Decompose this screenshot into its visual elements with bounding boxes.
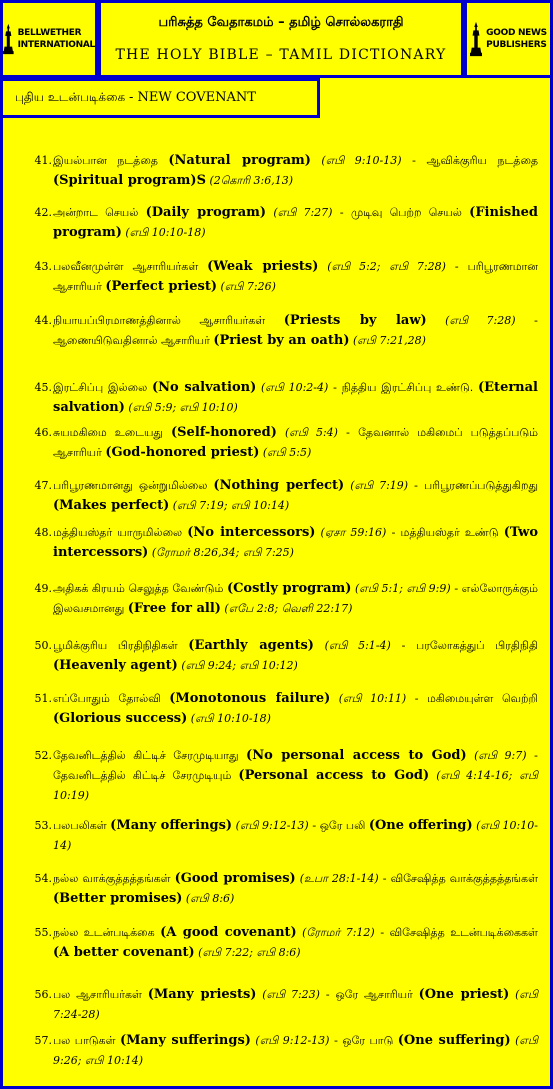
tamil-term: - ஒரே பலி: [308, 819, 369, 832]
scripture-reference: (எபி 7:21,28): [349, 334, 426, 347]
scripture-reference: (எபே 2:8; வெளி 22:17): [220, 602, 353, 615]
english-term: (Good promises): [174, 871, 296, 886]
logo-left-line1: BELLWETHER: [17, 28, 82, 38]
entry-number: 45.: [34, 381, 52, 394]
entry-number: 50.: [34, 639, 52, 652]
english-term: (Daily program): [145, 205, 267, 220]
entry-number: 57.: [34, 1034, 52, 1047]
logo-right-line1: GOOD NEWS: [486, 28, 547, 38]
scripture-reference: (எபி 7:26): [216, 280, 276, 293]
scripture-reference: (எபி 9:24; எபி 10:12): [177, 659, 298, 672]
title-tamil: பரிசுத்த வேதாகமம் – தமிழ் சொல்லகராதி: [158, 15, 404, 30]
entry-text: [53, 476, 538, 516]
tamil-term: இரட்சிப்பு இல்லை: [53, 381, 152, 394]
entry-number: 42.: [34, 206, 52, 219]
english-term: (Many priests): [147, 987, 257, 1002]
entry-text: [53, 636, 538, 676]
entry-number: 53.: [34, 819, 52, 832]
english-term: (Eternal salvation): [53, 380, 538, 415]
scripture-reference: (எபி 7:19; எபி 10:14): [169, 499, 290, 512]
scripture-reference: (எபி 7:22; எபி 8:6): [194, 946, 301, 959]
lamp-icon: [470, 19, 482, 59]
scripture-reference: (உபா 28:1-14): [295, 872, 379, 885]
english-term: (No intercessors): [187, 525, 316, 540]
tamil-term: - பரலோகத்துப் பிரதிநிதி: [390, 639, 538, 652]
entry-number: 54.: [34, 872, 52, 885]
entry-text: [53, 689, 538, 729]
tamil-term: அதிகக் கிரயம் செலுத்த வேண்டும்: [53, 582, 227, 595]
entry-number: 51.: [34, 692, 52, 705]
tamil-term: நல்ல வாக்குத்தத்தங்கள்: [53, 872, 175, 885]
scripture-reference: (எபி 7:23): [256, 988, 320, 1001]
english-term: (Finished program): [53, 205, 539, 240]
entry-text: [53, 579, 538, 619]
tamil-term: - நித்திய இரட்சிப்பு உண்டு.: [328, 381, 478, 394]
bellwether-logo: [0, 0, 98, 78]
english-term: (Makes perfect): [53, 498, 170, 513]
english-term: (A good covenant): [160, 925, 297, 940]
entry-text: [53, 816, 538, 856]
entry-text: [53, 378, 538, 418]
entry-number: 52.: [34, 749, 52, 762]
tamil-term: அன்றாட செயல்: [53, 206, 146, 219]
tamil-term: பரிபூரணமானது ஒன்றுமில்லை: [53, 479, 214, 492]
entry-number: 44.: [34, 314, 52, 327]
entry-number: 48.: [34, 526, 52, 539]
english-term: (Self-honored): [171, 425, 277, 440]
entry-text: [53, 869, 538, 909]
tamil-term: - தேவனிடத்தில் கிட்டிச் சேரமுடியும்: [53, 749, 538, 782]
scripture-reference: (எபி 9:26; எபி 10:14): [53, 1034, 539, 1067]
scripture-reference: (எபி 9:12-13): [232, 819, 309, 832]
english-term: (No salvation): [151, 380, 257, 395]
scripture-reference: (ரோமர் 7:12): [296, 926, 375, 939]
tamil-term: நல்ல உடன்படிக்கை: [53, 926, 161, 939]
english-term: (A better covenant): [53, 945, 195, 960]
english-term: (Personal access to God): [238, 768, 430, 783]
english-term: (Weak priests): [207, 259, 319, 274]
english-term: (Better promises): [53, 891, 183, 906]
scripture-reference: (எபி 10:11): [330, 692, 407, 705]
tamil-term: நியாயப்பிரமாணத்தினால் ஆசாரியர்கள்: [53, 314, 284, 327]
scripture-reference: (எபி 10:10-18): [121, 226, 206, 239]
tamil-term: - ஆவிக்குரிய நடத்தை: [401, 154, 539, 167]
scripture-reference: (எபி 4:14-16; எபி 10:19): [53, 769, 538, 802]
english-term: (Monotonous failure): [169, 691, 331, 706]
tamil-term: பலவீனமுள்ள ஆசாரியர்கள்: [53, 260, 208, 273]
section-title-tamil: புதிய உடன்படிக்கை: [15, 90, 126, 104]
english-term: (One suffering): [397, 1033, 511, 1048]
tamil-term: - விசேஷித்த உடன்படிக்கைகள்: [374, 926, 538, 939]
english-term: (Priests by law): [283, 313, 427, 328]
section-title-english: - NEW COVENANT: [128, 90, 256, 105]
english-term: (Costly program): [226, 581, 352, 596]
entry-number: 47.: [34, 479, 52, 492]
english-term: (Perfect priest): [105, 279, 217, 294]
entry-number: 43.: [34, 260, 52, 273]
scripture-reference: (எபி 7:28): [426, 314, 516, 327]
scripture-reference: (ஏசா 59:16): [315, 526, 387, 539]
english-term: (One offering): [368, 818, 473, 833]
tamil-term: பலபலிகள்: [53, 819, 111, 832]
scripture-reference: (எபி 7:19): [344, 479, 409, 492]
tamil-term: - முடிவு பெற்ற செயல்: [332, 206, 470, 219]
english-term: (One priest): [418, 987, 510, 1002]
entry-number: 56.: [34, 988, 52, 1001]
english-term: (Two intercessors): [53, 525, 538, 560]
english-term: (No personal access to God): [246, 748, 467, 763]
tamil-term: பல பாடுகள்: [53, 1034, 120, 1047]
tamil-term: - ஒரே பாடு: [329, 1034, 398, 1047]
entry-text: [53, 746, 538, 806]
tamil-term: தேவனிடத்தில் கிட்டிச் சேரமுடியாது: [53, 749, 247, 762]
english-term: (Nothing perfect): [213, 478, 345, 493]
logo-right-line2: PUBLISHERS: [486, 40, 547, 50]
tamil-term: பல ஆசாரியர்கள்: [53, 988, 148, 1001]
tamil-term: - மத்தியஸ்தர் உண்டு: [386, 526, 504, 539]
tamil-term: - விசேஷித்த வாக்குத்தத்தங்கள்: [378, 872, 539, 885]
logo-left-line2: INTERNATIONAL: [17, 40, 95, 50]
tamil-term: மத்தியஸ்தர் யாருமில்லை: [53, 526, 188, 539]
entry-text: [53, 523, 538, 563]
tamil-term: - மகிமையுள்ள வெற்றி: [406, 692, 538, 705]
scripture-reference: (எபி 9:7): [466, 749, 527, 762]
english-term: (Many offerings): [110, 818, 233, 833]
english-term: (Heavenly agent): [53, 658, 178, 673]
english-term: (Earthly agents): [188, 638, 314, 653]
scripture-reference: (எபி 10:2-4): [256, 381, 329, 394]
tamil-term: - பரிபூரணப்படுத்துகிறது: [408, 479, 539, 492]
scripture-reference: (எபி 7:27): [266, 206, 333, 219]
tamil-term: - தேவனால் மகிமைப் படுத்தப்படும் ஆசாரியர்: [53, 426, 538, 459]
english-term: (Natural program): [168, 153, 311, 168]
entry-text: [53, 257, 538, 297]
scripture-reference: (எபி 5:9; எபி 10:10): [124, 401, 238, 414]
good-news-logo: [464, 0, 553, 78]
scripture-reference: (எபி 10:10-14): [53, 819, 538, 852]
entry-text: [53, 923, 538, 963]
scripture-reference: (எபி 5:5): [259, 446, 312, 459]
english-term: (Free for all): [127, 601, 221, 616]
english-term: (Spiritual program)S: [53, 173, 206, 188]
entry-number: 49.: [34, 582, 52, 595]
lamp-icon: [3, 19, 14, 59]
tamil-term: - ஆணையிடுவதினால் ஆசாரியர்: [53, 314, 538, 347]
entry-number: 55.: [34, 926, 52, 939]
entry-text: [53, 151, 538, 191]
scripture-reference: (எபி 9:12-13): [250, 1034, 330, 1047]
scripture-reference: (ரோமர் 8:26,34; எபி 7:25): [148, 546, 294, 559]
entry-text: [53, 423, 538, 463]
scripture-reference: (2கொரி 3:6,13): [205, 174, 294, 187]
entry-text: [53, 203, 538, 243]
entry-text: [53, 985, 538, 1025]
tamil-term: - பரிபூரணமான ஆசாரியர்: [53, 260, 538, 293]
entry-number: 41.: [34, 154, 52, 167]
entry-text: [53, 311, 538, 351]
tamil-term: எப்போதும் தோல்வி: [53, 692, 170, 705]
scripture-reference: (எபி 7:24-28): [53, 988, 539, 1021]
tamil-term: - எல்லோருக்கும் இலவசமானது: [53, 582, 538, 615]
entry-text: [53, 1031, 538, 1071]
scripture-reference: (எபி 5:1-4): [313, 639, 391, 652]
english-term: (Many sufferings): [119, 1033, 251, 1048]
scripture-reference: (எபி 8:6): [182, 892, 235, 905]
english-term: (Glorious success): [53, 711, 188, 726]
tamil-term: சுயமகிமை உடையது: [53, 426, 172, 439]
title-banner: [98, 0, 464, 78]
scripture-reference: (எபி 9:10-13): [310, 154, 402, 167]
scripture-reference: (எபி 5:2; எபி 7:28): [318, 260, 446, 273]
scripture-reference: (எபி 5:1; எபி 9:9): [351, 582, 451, 595]
english-term: (Priest by an oath): [213, 333, 350, 348]
scripture-reference: (எபி 5:4): [276, 426, 338, 439]
section-header: [0, 78, 320, 118]
tamil-term: - ஒரே ஆசாரியர்: [319, 988, 419, 1001]
english-term: (God-honored priest): [105, 445, 260, 460]
tamil-term: இயல்பான நடத்தை: [53, 154, 169, 167]
title-english: THE HOLY BIBLE – TAMIL DICTIONARY: [115, 47, 447, 63]
scripture-reference: (எபி 10:10-18): [187, 712, 271, 725]
tamil-term: பூமிக்குரிய பிரதிநிதிகள்: [53, 639, 189, 652]
entry-number: 46.: [34, 426, 52, 439]
